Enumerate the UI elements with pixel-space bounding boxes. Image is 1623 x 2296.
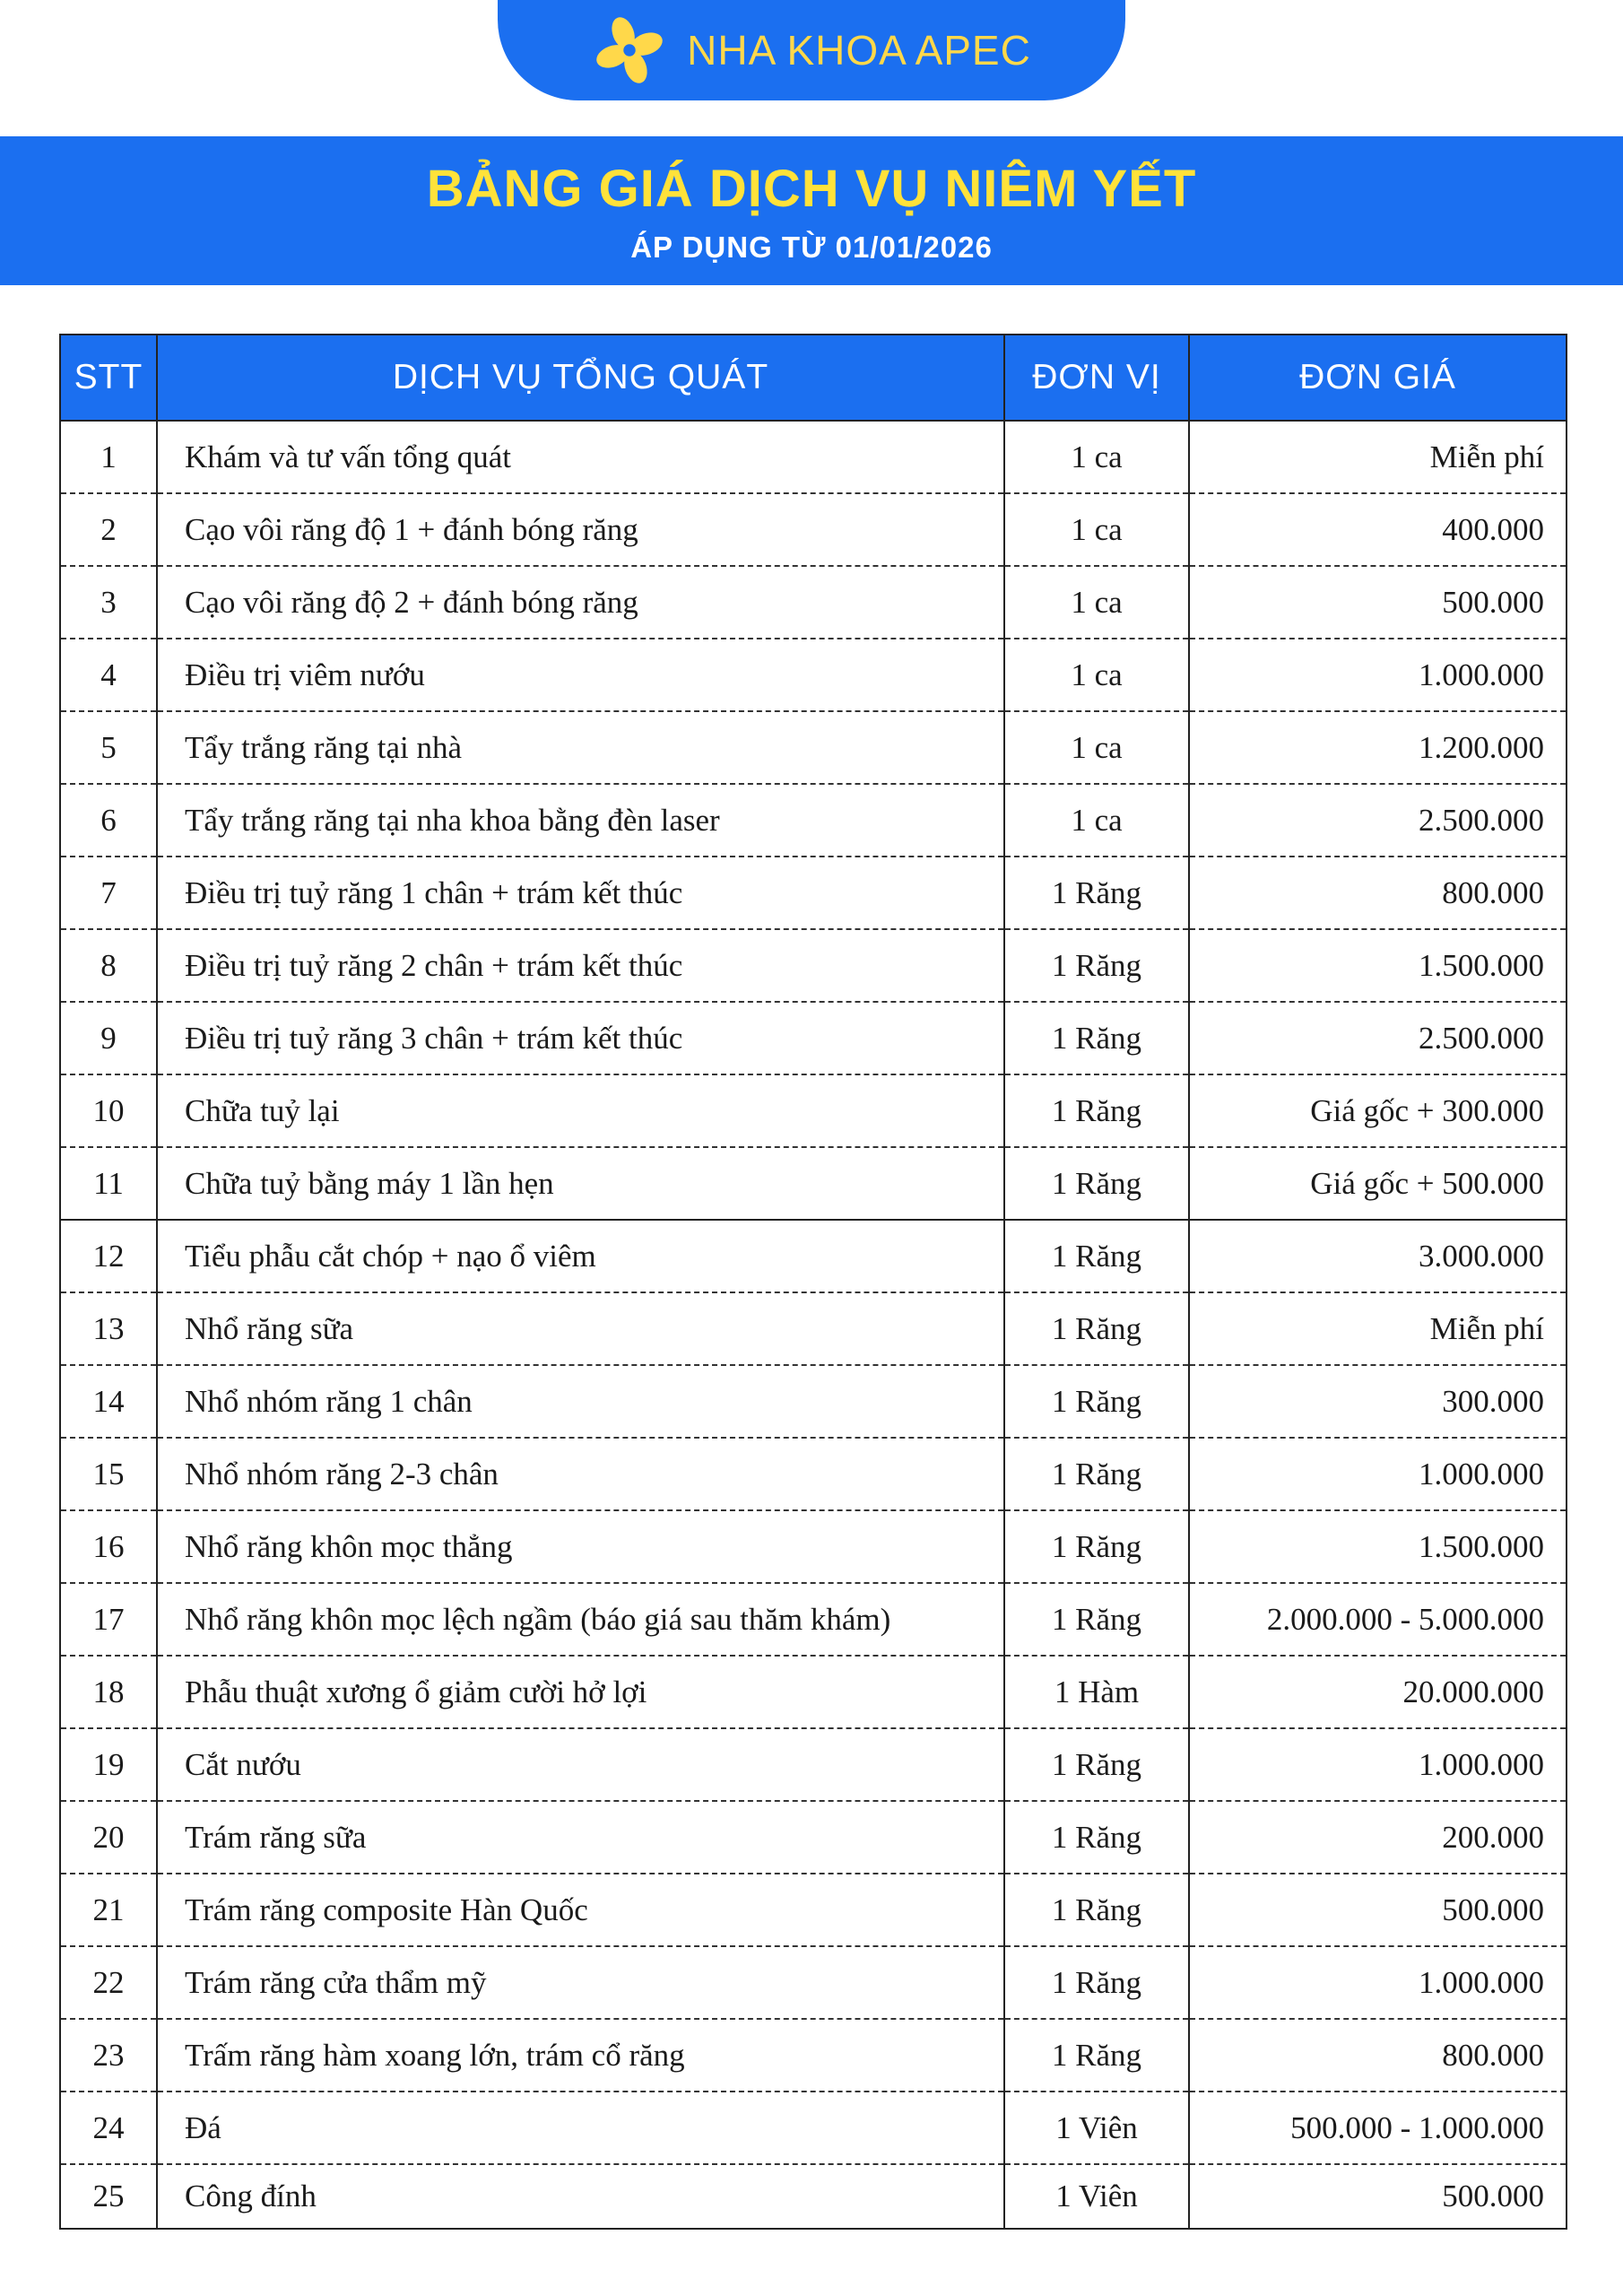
column-header-unit: ĐƠN VỊ xyxy=(1004,335,1189,421)
cell-stt: 3 xyxy=(60,566,157,639)
cell-unit: 1 Răng xyxy=(1004,1438,1189,1510)
cell-service: Trấm răng hàm xoang lớn, trám cổ răng xyxy=(157,2019,1004,2092)
cell-service: Điều trị viêm nướu xyxy=(157,639,1004,711)
cell-stt: 8 xyxy=(60,929,157,1002)
table-row xyxy=(60,2019,1567,2092)
cell-price: 1.500.000 xyxy=(1189,1510,1567,1583)
cell-unit: 1 Răng xyxy=(1004,2019,1189,2092)
table-row xyxy=(60,1946,1567,2019)
cell-stt: 11 xyxy=(60,1147,157,1220)
table-header-row xyxy=(60,335,1567,421)
cell-service: Công đính xyxy=(157,2164,1004,2229)
cell-service: Điều trị tuỷ răng 3 chân + trám kết thúc xyxy=(157,1002,1004,1074)
cell-price: 1.000.000 xyxy=(1189,1438,1567,1510)
cell-stt: 4 xyxy=(60,639,157,711)
cell-price: 2.500.000 xyxy=(1189,784,1567,857)
cell-unit: 1 Răng xyxy=(1004,929,1189,1002)
column-header-service: DỊCH VỤ TỔNG QUÁT xyxy=(157,335,1004,421)
cell-stt: 2 xyxy=(60,493,157,566)
cell-price: 400.000 xyxy=(1189,493,1567,566)
cell-unit: 1 Viên xyxy=(1004,2164,1189,2229)
cell-stt: 18 xyxy=(60,1656,157,1728)
cell-service: Đá xyxy=(157,2092,1004,2164)
cell-service: Cạo vôi răng độ 1 + đánh bóng răng xyxy=(157,493,1004,566)
price-table xyxy=(59,334,1567,2230)
table-row xyxy=(60,421,1567,493)
table-row xyxy=(60,1147,1567,1220)
cell-price: 300.000 xyxy=(1189,1365,1567,1438)
cell-service: Nhổ răng khôn mọc lệch ngầm (báo giá sau thăm khám) xyxy=(157,1583,1004,1656)
cell-service: Nhổ răng sữa xyxy=(157,1292,1004,1365)
table-row xyxy=(60,2164,1567,2229)
cell-stt: 17 xyxy=(60,1583,157,1656)
cell-price: Miễn phí xyxy=(1189,421,1567,493)
table-row xyxy=(60,1874,1567,1946)
table-row xyxy=(60,1220,1567,1292)
cell-service: Chữa tuỷ lại xyxy=(157,1074,1004,1147)
logo-text: NHA KHOA APEC xyxy=(687,27,1031,74)
cell-price: 1.000.000 xyxy=(1189,1946,1567,2019)
cell-unit: 1 ca xyxy=(1004,493,1189,566)
cell-service: Tiểu phẫu cắt chóp + nạo ổ viêm xyxy=(157,1220,1004,1292)
cell-stt: 20 xyxy=(60,1801,157,1874)
cell-unit: 1 ca xyxy=(1004,566,1189,639)
cell-stt: 23 xyxy=(60,2019,157,2092)
cell-service: Cắt nướu xyxy=(157,1728,1004,1801)
column-header-price: ĐƠN GIÁ xyxy=(1189,335,1567,421)
cell-unit: 1 Răng xyxy=(1004,1510,1189,1583)
table-row xyxy=(60,1074,1567,1147)
cell-service: Trám răng sữa xyxy=(157,1801,1004,1874)
cell-price: 500.000 xyxy=(1189,2164,1567,2229)
cell-service: Chữa tuỷ bằng máy 1 lần hẹn xyxy=(157,1147,1004,1220)
table-row xyxy=(60,1656,1567,1728)
cell-unit: 1 Răng xyxy=(1004,1292,1189,1365)
cell-stt: 10 xyxy=(60,1074,157,1147)
cell-unit: 1 Răng xyxy=(1004,1728,1189,1801)
cell-price: 500.000 xyxy=(1189,1874,1567,1946)
cell-price: Giá gốc + 300.000 xyxy=(1189,1074,1567,1147)
column-header-stt: STT xyxy=(60,335,157,421)
cell-stt: 22 xyxy=(60,1946,157,2019)
cell-price: 20.000.000 xyxy=(1189,1656,1567,1728)
cell-stt: 13 xyxy=(60,1292,157,1365)
page-subtitle: ÁP DỤNG TỪ 01/01/2026 xyxy=(630,230,993,264)
cell-price: 1.000.000 xyxy=(1189,639,1567,711)
cell-price: 1.000.000 xyxy=(1189,1728,1567,1801)
cell-service: Tẩy trắng răng tại nhà xyxy=(157,711,1004,784)
cell-price: 800.000 xyxy=(1189,857,1567,929)
table-row xyxy=(60,929,1567,1002)
cell-unit: 1 Răng xyxy=(1004,1583,1189,1656)
cell-price: Miễn phí xyxy=(1189,1292,1567,1365)
cell-stt: 15 xyxy=(60,1438,157,1510)
cell-unit: 1 Răng xyxy=(1004,1147,1189,1220)
title-banner xyxy=(0,136,1623,285)
cell-stt: 21 xyxy=(60,1874,157,1946)
cell-stt: 9 xyxy=(60,1002,157,1074)
cell-unit: 1 ca xyxy=(1004,784,1189,857)
logo-header xyxy=(498,0,1125,100)
cell-price: 500.000 - 1.000.000 xyxy=(1189,2092,1567,2164)
table-row xyxy=(60,711,1567,784)
table-row xyxy=(60,1510,1567,1583)
table-row xyxy=(60,1728,1567,1801)
cell-stt: 12 xyxy=(60,1220,157,1292)
cell-stt: 14 xyxy=(60,1365,157,1438)
cell-price: 200.000 xyxy=(1189,1801,1567,1874)
cell-service: Trám răng composite Hàn Quốc xyxy=(157,1874,1004,1946)
table-row xyxy=(60,784,1567,857)
cell-unit: 1 Viên xyxy=(1004,2092,1189,2164)
cell-stt: 5 xyxy=(60,711,157,784)
table-row xyxy=(60,857,1567,929)
table-row xyxy=(60,1801,1567,1874)
cell-price: 2.000.000 - 5.000.000 xyxy=(1189,1583,1567,1656)
cell-price: 1.500.000 xyxy=(1189,929,1567,1002)
table-row xyxy=(60,566,1567,639)
table-body xyxy=(60,421,1567,2229)
clover-flower-icon xyxy=(592,13,667,88)
cell-price: 2.500.000 xyxy=(1189,1002,1567,1074)
cell-unit: 1 Răng xyxy=(1004,1801,1189,1874)
cell-unit: 1 Răng xyxy=(1004,1365,1189,1438)
table-row xyxy=(60,639,1567,711)
table-row xyxy=(60,493,1567,566)
cell-service: Phẫu thuật xương ổ giảm cười hở lợi xyxy=(157,1656,1004,1728)
cell-unit: 1 ca xyxy=(1004,639,1189,711)
cell-service: Tẩy trắng răng tại nha khoa bằng đèn laser xyxy=(157,784,1004,857)
page-title: BẢNG GIÁ DỊCH VỤ NIÊM YẾT xyxy=(426,160,1197,218)
table-row xyxy=(60,1365,1567,1438)
cell-service: Điều trị tuỷ răng 2 chân + trám kết thúc xyxy=(157,929,1004,1002)
cell-unit: 1 Răng xyxy=(1004,857,1189,929)
cell-service: Nhổ nhóm răng 1 chân xyxy=(157,1365,1004,1438)
cell-stt: 16 xyxy=(60,1510,157,1583)
cell-service: Cạo vôi răng độ 2 + đánh bóng răng xyxy=(157,566,1004,639)
cell-unit: 1 Răng xyxy=(1004,1074,1189,1147)
cell-service: Nhổ răng khôn mọc thẳng xyxy=(157,1510,1004,1583)
table-row xyxy=(60,1292,1567,1365)
cell-service: Điều trị tuỷ răng 1 chân + trám kết thúc xyxy=(157,857,1004,929)
cell-unit: 1 ca xyxy=(1004,421,1189,493)
table-row xyxy=(60,2092,1567,2164)
cell-stt: 7 xyxy=(60,857,157,929)
cell-price: 1.200.000 xyxy=(1189,711,1567,784)
cell-unit: 1 ca xyxy=(1004,711,1189,784)
table-row xyxy=(60,1002,1567,1074)
cell-service: Nhổ nhóm răng 2-3 chân xyxy=(157,1438,1004,1510)
cell-unit: 1 Hàm xyxy=(1004,1656,1189,1728)
cell-stt: 25 xyxy=(60,2164,157,2229)
cell-unit: 1 Răng xyxy=(1004,1002,1189,1074)
cell-price: 3.000.000 xyxy=(1189,1220,1567,1292)
cell-stt: 6 xyxy=(60,784,157,857)
cell-price: 500.000 xyxy=(1189,566,1567,639)
table-row xyxy=(60,1583,1567,1656)
table-row xyxy=(60,1438,1567,1510)
cell-stt: 24 xyxy=(60,2092,157,2164)
cell-price: 800.000 xyxy=(1189,2019,1567,2092)
cell-service: Trám răng cửa thẩm mỹ xyxy=(157,1946,1004,2019)
cell-stt: 1 xyxy=(60,421,157,493)
cell-unit: 1 Răng xyxy=(1004,1946,1189,2019)
cell-unit: 1 Răng xyxy=(1004,1220,1189,1292)
cell-service: Khám và tư vấn tổng quát xyxy=(157,421,1004,493)
cell-price: Giá gốc + 500.000 xyxy=(1189,1147,1567,1220)
cell-stt: 19 xyxy=(60,1728,157,1801)
cell-unit: 1 Răng xyxy=(1004,1874,1189,1946)
